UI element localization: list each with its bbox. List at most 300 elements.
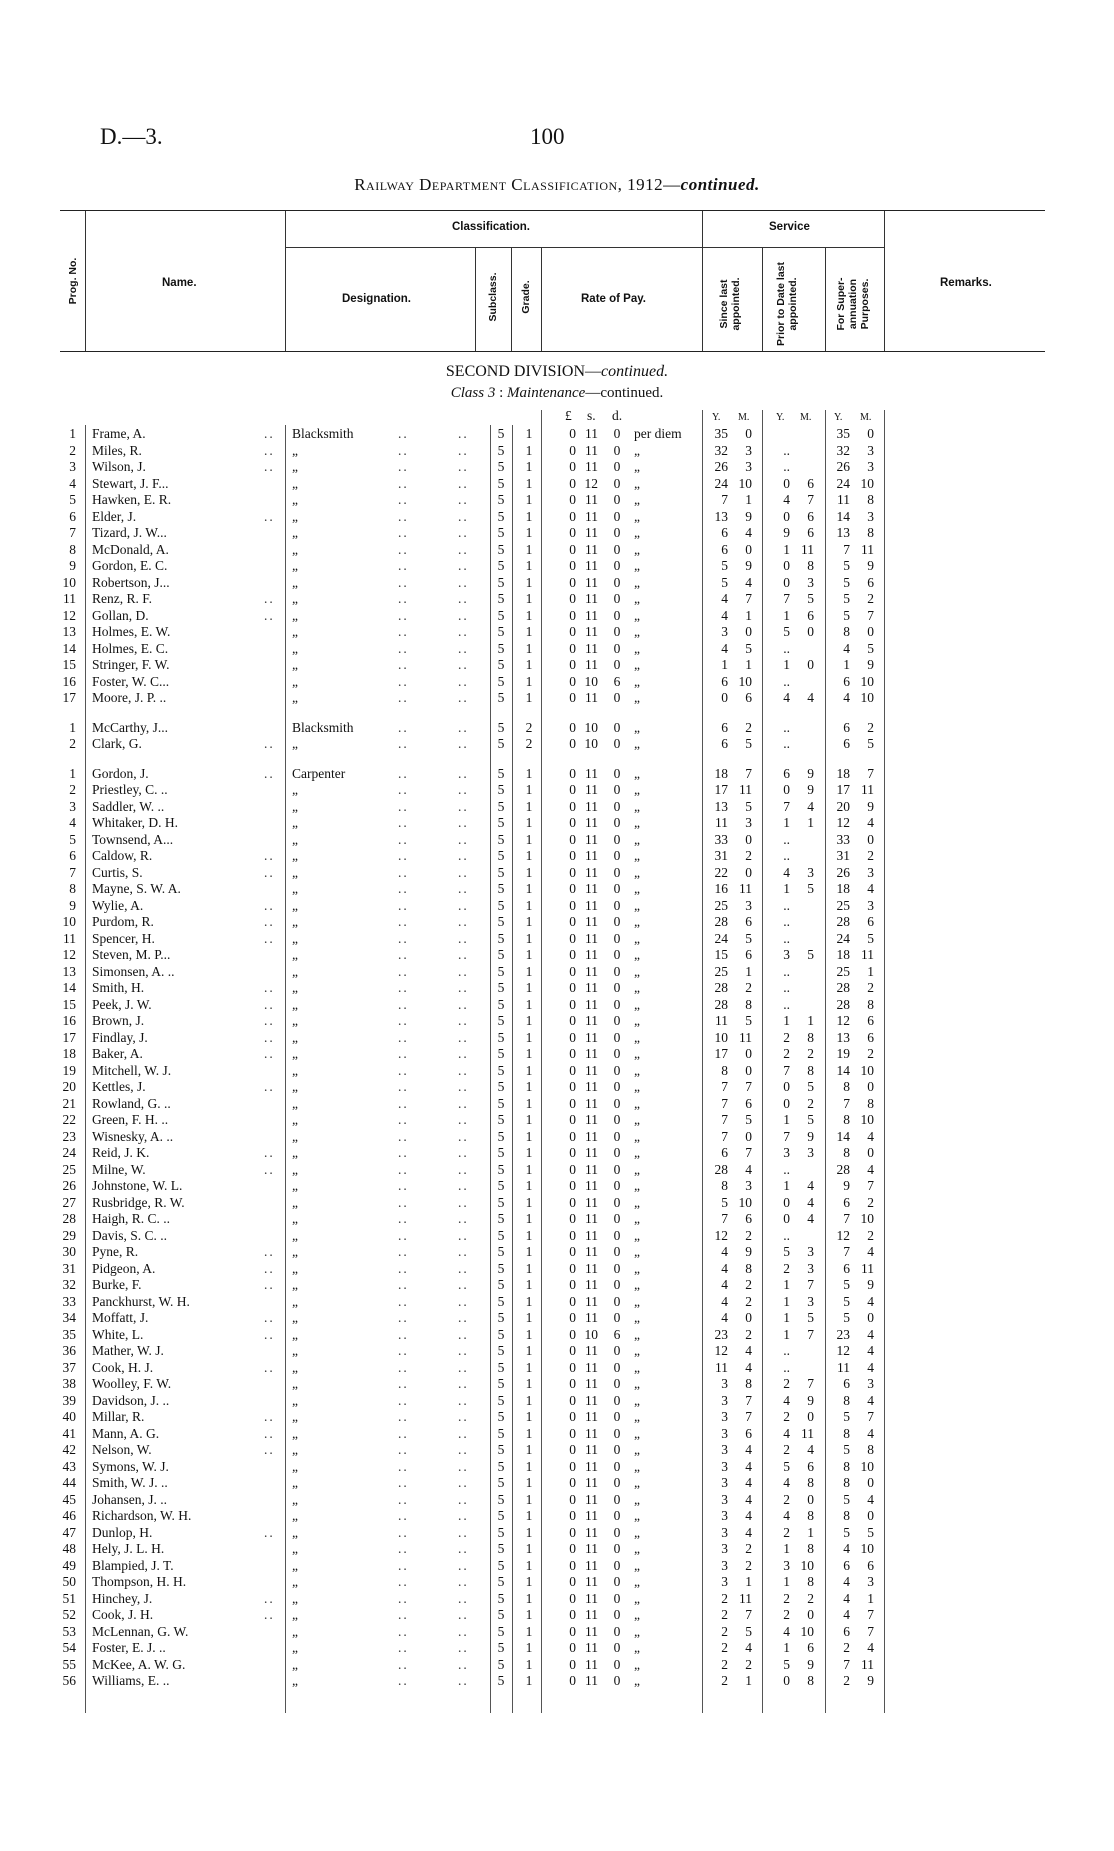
pay-pence: 0 <box>613 881 621 896</box>
pay-unit: „ <box>634 963 640 979</box>
prior-years: .. <box>783 980 790 995</box>
header-designation: Designation. <box>342 293 412 305</box>
prog-no: 29 <box>62 1227 76 1243</box>
pay-pence: 0 <box>613 492 621 507</box>
since-years: 3 <box>721 1508 728 1523</box>
since-months: 2 <box>745 1557 752 1573</box>
leader-dots: .. <box>398 1145 409 1160</box>
prior-months: 8 <box>807 1541 814 1556</box>
unit-pounds: £ <box>565 408 572 423</box>
leader-dots: .. <box>458 1128 469 1144</box>
since-years: 8 <box>721 1062 728 1078</box>
pay-unit: „ <box>634 1524 640 1540</box>
pay-shillings: 11 <box>585 640 598 656</box>
prior-months: 4 <box>807 690 814 705</box>
subclass: 5 <box>497 591 505 606</box>
title-year: , 1912— <box>617 175 681 194</box>
super-years: 23 <box>836 1326 850 1342</box>
grade: 1 <box>525 1046 533 1061</box>
designation: „ <box>292 1508 298 1523</box>
super-months: 9 <box>867 798 874 814</box>
super-months: 7 <box>867 1607 874 1622</box>
super-years: 8 <box>843 1508 850 1523</box>
since-years: 12 <box>714 1227 728 1243</box>
pay-shillings: 10 <box>584 736 598 751</box>
since-years: 6 <box>721 541 728 557</box>
prog-no: 12 <box>62 607 76 623</box>
prog-no: 18 <box>62 1046 76 1061</box>
super-months: 3 <box>867 864 874 880</box>
staff-name: Curtis, S. <box>92 864 143 880</box>
leader-dots: .. <box>398 798 409 814</box>
leader-dots: .. <box>398 963 409 979</box>
staff-name: Simonsen, A. .. <box>92 963 175 979</box>
designation: „ <box>292 1112 298 1127</box>
super-years: 5 <box>843 607 850 623</box>
super-months: 4 <box>867 1343 874 1358</box>
prior-months: 4 <box>807 1178 814 1193</box>
prior-years: 4 <box>783 1623 790 1639</box>
prog-no: 2 <box>69 442 76 458</box>
designation: „ <box>292 525 298 540</box>
class-separator: : <box>495 385 508 401</box>
pay-pounds: 0 <box>569 1178 576 1193</box>
grade: 1 <box>525 1112 533 1127</box>
pay-unit: „ <box>634 996 640 1012</box>
staff-name: Dunlop, H. <box>92 1524 153 1540</box>
pay-shillings: 11 <box>585 831 598 847</box>
pay-shillings: 11 <box>585 591 598 606</box>
pay-pounds: 0 <box>569 1409 576 1424</box>
pay-unit: „ <box>634 765 640 781</box>
prior-months: 9 <box>807 765 814 781</box>
super-years: 8 <box>843 1112 850 1127</box>
prior-years: 0 <box>783 1079 790 1094</box>
pay-pence: 0 <box>613 1277 621 1292</box>
since-months: 10 <box>738 673 752 689</box>
pay-unit: „ <box>634 1343 640 1358</box>
prior-months: 1 <box>807 1524 814 1540</box>
pay-pounds: 0 <box>569 930 576 946</box>
pay-pounds: 0 <box>569 1425 576 1441</box>
prior-years: .. <box>783 963 790 979</box>
since-months: 3 <box>745 1178 752 1193</box>
table-row <box>0 459 1114 476</box>
designation: „ <box>292 1145 298 1160</box>
staff-name: White, L. <box>92 1326 144 1342</box>
designation: Blacksmith <box>292 426 354 441</box>
staff-name: Green, F. H. .. <box>92 1112 169 1127</box>
pay-pounds: 0 <box>569 1112 576 1127</box>
prior-months: 6 <box>807 1458 814 1474</box>
unit-y-b: Y. <box>776 412 785 423</box>
since-years: 22 <box>714 864 728 880</box>
leader-dots: .. <box>458 1244 469 1259</box>
designation: „ <box>292 1161 298 1177</box>
pay-unit: „ <box>634 1194 640 1210</box>
pay-shillings: 11 <box>585 1211 598 1226</box>
pay-unit: „ <box>634 624 640 639</box>
subclass: 5 <box>497 624 505 639</box>
since-years: 7 <box>721 492 728 507</box>
grade: 1 <box>525 1442 533 1457</box>
leader-dots: .. <box>398 607 409 623</box>
since-years: 6 <box>721 736 728 751</box>
prog-no: 45 <box>62 1491 76 1507</box>
pay-pence: 0 <box>613 624 621 639</box>
designation: „ <box>292 607 298 623</box>
table-row <box>0 1096 1114 1113</box>
division-continued: continued. <box>601 363 669 380</box>
super-years: 28 <box>836 914 850 929</box>
pay-pence: 0 <box>613 1524 621 1540</box>
table-row <box>0 881 1114 898</box>
table-row <box>0 1244 1114 1261</box>
prior-years: .. <box>783 897 790 913</box>
subclass: 5 <box>497 719 505 735</box>
since-years: 11 <box>715 1359 728 1375</box>
prior-years: 7 <box>783 1128 790 1144</box>
prior-years: .. <box>783 719 790 735</box>
name-leader: .. <box>264 980 275 995</box>
prog-no: 50 <box>62 1574 76 1589</box>
prior-months: 3 <box>807 1260 814 1276</box>
subclass: 5 <box>497 1079 505 1094</box>
leader-dots: .. <box>458 914 469 929</box>
subclass: 5 <box>497 1293 505 1309</box>
subclass: 5 <box>497 980 505 995</box>
grade: 1 <box>525 1013 533 1028</box>
prog-no: 1 <box>69 719 76 735</box>
prog-no: 8 <box>69 881 76 896</box>
designation: „ <box>292 815 298 830</box>
super-years: 5 <box>843 574 850 590</box>
pay-unit: „ <box>634 1227 640 1243</box>
prior-years: 4 <box>783 690 790 705</box>
prog-no: 32 <box>62 1277 76 1292</box>
subclass: 5 <box>497 1640 505 1655</box>
pay-shillings: 11 <box>585 1112 598 1127</box>
subclass: 5 <box>497 1310 505 1325</box>
prog-no: 4 <box>69 815 76 830</box>
grade: 1 <box>525 624 533 639</box>
subclass: 5 <box>497 1607 505 1622</box>
prog-no: 30 <box>62 1244 76 1259</box>
since-months: 6 <box>745 914 752 929</box>
pay-unit: „ <box>634 1326 640 1342</box>
pay-pounds: 0 <box>569 1227 576 1243</box>
leader-dots: .. <box>458 930 469 946</box>
prior-years: .. <box>783 640 790 656</box>
pay-shillings: 11 <box>585 1260 598 1276</box>
prior-years: .. <box>783 914 790 929</box>
pay-shillings: 11 <box>585 1508 598 1523</box>
super-years: 7 <box>843 1244 850 1259</box>
since-years: 4 <box>721 1310 728 1325</box>
grade: 1 <box>525 914 533 929</box>
leader-dots: .. <box>398 1293 409 1309</box>
prior-months: 6 <box>807 475 814 491</box>
since-months: 3 <box>745 442 752 458</box>
prog-no: 2 <box>69 782 76 797</box>
designation: „ <box>292 1029 298 1045</box>
subclass: 5 <box>497 1112 505 1127</box>
subclass: 5 <box>497 426 505 441</box>
table-row <box>0 1426 1114 1443</box>
pay-unit: „ <box>634 1409 640 1424</box>
pay-pounds: 0 <box>569 1029 576 1045</box>
leader-dots: .. <box>398 1409 409 1424</box>
name-leader: .. <box>264 607 275 623</box>
prior-years: 1 <box>783 607 790 623</box>
leader-dots: .. <box>398 1574 409 1589</box>
pay-shillings: 11 <box>585 980 598 995</box>
prog-no: 25 <box>62 1161 76 1177</box>
pay-shillings: 11 <box>585 996 598 1012</box>
table-row <box>0 1640 1114 1657</box>
grade: 1 <box>525 1293 533 1309</box>
staff-name: McKee, A. W. G. <box>92 1656 186 1672</box>
pay-pence: 0 <box>613 1442 621 1457</box>
super-months: 2 <box>867 980 874 995</box>
grade: 1 <box>525 1211 533 1226</box>
pay-pence: 0 <box>613 1640 621 1655</box>
pay-shillings: 11 <box>585 1277 598 1292</box>
grade: 1 <box>525 673 533 689</box>
name-leader: .. <box>264 1079 275 1094</box>
prior-years: 1 <box>783 1178 790 1193</box>
subclass: 5 <box>497 558 505 573</box>
staff-name: McDonald, A. <box>92 541 169 557</box>
prog-no: 34 <box>62 1310 76 1325</box>
prior-years: 1 <box>783 815 790 830</box>
subclass: 5 <box>497 782 505 797</box>
subclass: 5 <box>497 673 505 689</box>
since-months: 1 <box>745 1574 752 1589</box>
designation: „ <box>292 1673 298 1688</box>
pay-shillings: 11 <box>585 963 598 979</box>
name-leader: .. <box>264 1425 275 1441</box>
since-months: 2 <box>745 848 752 863</box>
since-months: 0 <box>745 1128 752 1144</box>
name-leader: .. <box>264 1277 275 1292</box>
prior-months: 9 <box>807 1128 814 1144</box>
pay-pounds: 0 <box>569 1590 576 1606</box>
grade: 1 <box>525 815 533 830</box>
grade: 1 <box>525 1458 533 1474</box>
subclass: 5 <box>497 607 505 623</box>
name-leader: .. <box>264 897 275 913</box>
designation: „ <box>292 442 298 458</box>
since-years: 17 <box>714 1046 728 1061</box>
super-months: 10 <box>860 690 874 705</box>
super-years: 12 <box>836 1343 850 1358</box>
designation: „ <box>292 1574 298 1589</box>
designation: „ <box>292 459 298 474</box>
table-row <box>0 736 1114 753</box>
name-leader: .. <box>264 1590 275 1606</box>
prior-months: 8 <box>807 1062 814 1078</box>
leader-dots: .. <box>458 426 469 441</box>
super-years: 25 <box>836 963 850 979</box>
prior-months: 9 <box>807 782 814 797</box>
pay-shillings: 11 <box>585 1656 598 1672</box>
since-months: 6 <box>745 1211 752 1226</box>
prior-years: 1 <box>783 881 790 896</box>
super-years: 5 <box>843 1409 850 1424</box>
pay-pence: 0 <box>613 947 621 962</box>
grade: 1 <box>525 765 533 781</box>
since-months: 5 <box>745 1623 752 1639</box>
staff-name: Johansen, J. .. <box>92 1491 167 1507</box>
since-months: 5 <box>745 798 752 814</box>
leader-dots: .. <box>398 1178 409 1193</box>
pay-unit: „ <box>634 1112 640 1127</box>
grade: 1 <box>525 980 533 995</box>
pay-unit: „ <box>634 1376 640 1391</box>
prior-months: 0 <box>807 657 814 672</box>
staff-name: Mann, A. G. <box>92 1425 160 1441</box>
leader-dots: .. <box>398 1442 409 1457</box>
subclass: 5 <box>497 1013 505 1028</box>
leader-dots: .. <box>398 442 409 458</box>
designation: „ <box>292 1095 298 1111</box>
since-years: 3 <box>721 1557 728 1573</box>
table-row <box>0 815 1114 832</box>
since-months: 3 <box>745 897 752 913</box>
leader-dots: .. <box>458 459 469 474</box>
super-months: 9 <box>867 558 874 573</box>
header-since-last: Since last appointed. <box>718 277 742 331</box>
page-title <box>0 175 1114 195</box>
table-row <box>0 624 1114 641</box>
leader-dots: .. <box>458 1491 469 1507</box>
designation: Carpenter <box>292 765 346 781</box>
prior-months: 0 <box>807 1607 814 1622</box>
leader-dots: .. <box>398 914 409 929</box>
unit-pence: d. <box>612 408 623 423</box>
table-row <box>0 980 1114 997</box>
pay-unit: „ <box>634 914 640 929</box>
subclass: 5 <box>497 1508 505 1523</box>
pay-shillings: 11 <box>585 815 598 830</box>
leader-dots: .. <box>458 690 469 705</box>
pay-unit: „ <box>634 1491 640 1507</box>
super-months: 2 <box>867 591 874 606</box>
name-leader: .. <box>264 1409 275 1424</box>
super-years: 12 <box>836 1227 850 1243</box>
pay-unit: „ <box>634 1557 640 1573</box>
leader-dots: .. <box>458 815 469 830</box>
prior-months: 3 <box>807 574 814 590</box>
pay-unit: „ <box>634 442 640 458</box>
staff-name: Davidson, J. .. <box>92 1392 170 1408</box>
table-row <box>0 1492 1114 1509</box>
grade: 1 <box>525 1244 533 1259</box>
leader-dots: .. <box>458 782 469 797</box>
grade: 1 <box>525 1508 533 1523</box>
staff-name: Millar, R. <box>92 1409 145 1424</box>
super-months: 10 <box>860 1211 874 1226</box>
super-months: 10 <box>860 475 874 491</box>
designation: „ <box>292 1359 298 1375</box>
page-number: 100 <box>530 124 565 149</box>
pay-shillings: 11 <box>585 914 598 929</box>
super-years: 8 <box>843 1475 850 1490</box>
pay-unit: „ <box>634 1442 640 1457</box>
pay-shillings: 11 <box>585 1442 598 1457</box>
leader-dots: .. <box>458 1359 469 1375</box>
name-leader: .. <box>264 736 275 751</box>
pay-shillings: 11 <box>585 1673 598 1688</box>
since-months: 0 <box>745 541 752 557</box>
prior-months: 7 <box>807 492 814 507</box>
prog-no: 2 <box>69 736 76 751</box>
since-months: 2 <box>745 1541 752 1556</box>
subclass: 5 <box>497 1442 505 1457</box>
table-row <box>0 766 1114 783</box>
since-years: 2 <box>721 1623 728 1639</box>
pay-pence: 0 <box>613 831 621 847</box>
super-years: 20 <box>836 798 850 814</box>
leader-dots: .. <box>398 1475 409 1490</box>
pay-shillings: 11 <box>585 765 598 781</box>
grade: 1 <box>525 1079 533 1094</box>
subclass: 5 <box>497 508 505 524</box>
leader-dots: .. <box>398 1029 409 1045</box>
leader-dots: .. <box>398 1607 409 1622</box>
prior-months: 5 <box>807 591 814 606</box>
prog-no: 41 <box>62 1425 76 1441</box>
leader-dots: .. <box>458 574 469 590</box>
prog-no: 11 <box>63 591 76 606</box>
prior-months: 4 <box>807 1194 814 1210</box>
header-superannuation: For Super-annuation Purposes. <box>835 277 871 331</box>
pay-pence: 0 <box>613 1161 621 1177</box>
since-years: 28 <box>714 1161 728 1177</box>
leader-dots: .. <box>398 1458 409 1474</box>
super-years: 8 <box>843 624 850 639</box>
pay-pence: 0 <box>613 525 621 540</box>
leader-dots: .. <box>458 1392 469 1408</box>
designation: „ <box>292 1343 298 1358</box>
staff-name: Moffatt, J. <box>92 1310 149 1325</box>
pay-unit: „ <box>634 1458 640 1474</box>
pay-pence: 0 <box>613 508 621 524</box>
pay-unit: „ <box>634 1623 640 1639</box>
pay-pounds: 0 <box>569 996 576 1012</box>
pay-pence: 0 <box>613 1425 621 1441</box>
leader-dots: .. <box>458 1211 469 1226</box>
staff-name: Mitchell, W. J. <box>92 1062 172 1078</box>
pay-unit: „ <box>634 1161 640 1177</box>
pay-pounds: 0 <box>569 1079 576 1094</box>
pay-unit: „ <box>634 1541 640 1556</box>
since-years: 5 <box>721 574 728 590</box>
super-months: 10 <box>860 1458 874 1474</box>
super-years: 7 <box>843 541 850 557</box>
prog-no: 31 <box>62 1260 76 1276</box>
leader-dots: .. <box>458 765 469 781</box>
prior-years: 7 <box>783 591 790 606</box>
leader-dots: .. <box>398 673 409 689</box>
designation: „ <box>292 1227 298 1243</box>
name-leader: .. <box>264 848 275 863</box>
prior-months: 7 <box>807 1277 814 1292</box>
prog-no: 17 <box>62 690 76 705</box>
prog-no: 55 <box>62 1656 76 1672</box>
since-years: 3 <box>721 1574 728 1589</box>
